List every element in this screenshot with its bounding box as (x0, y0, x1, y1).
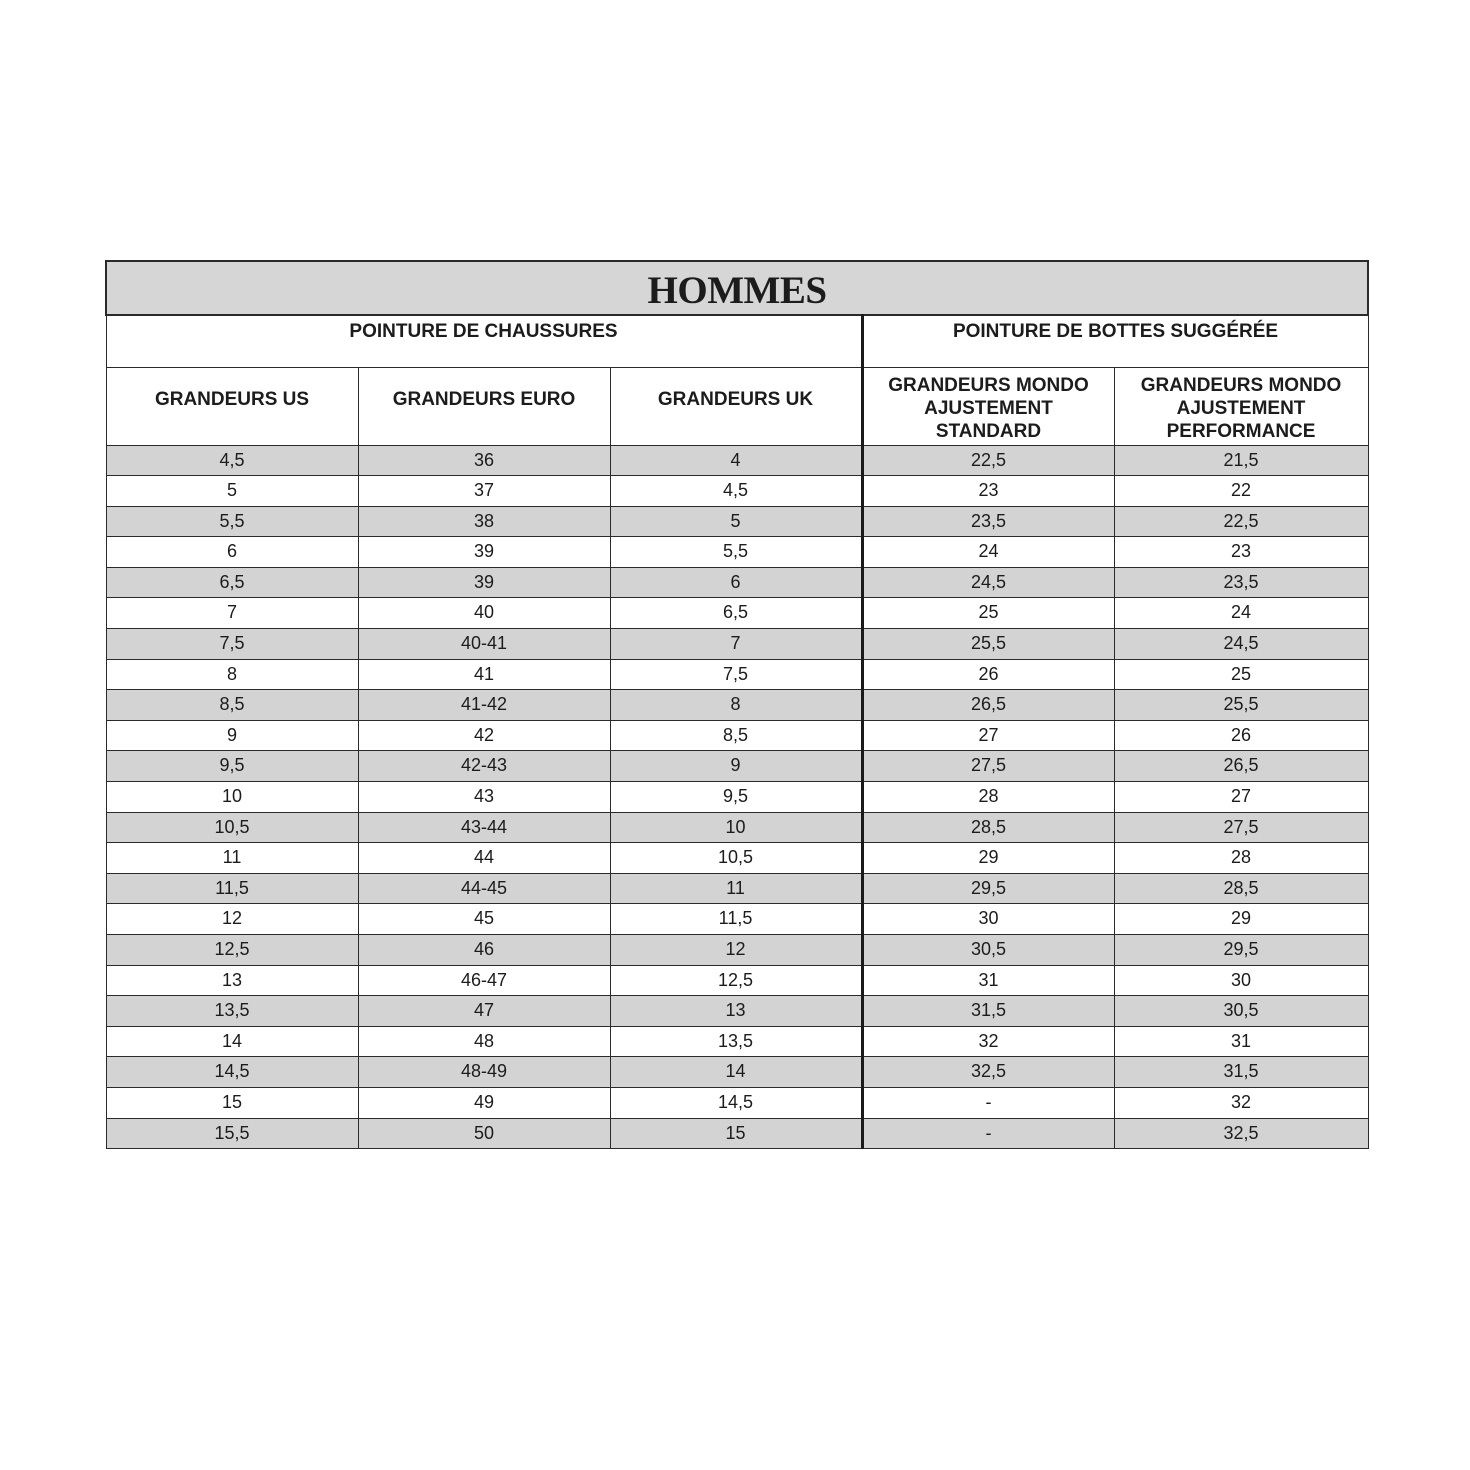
cell-mondo-standard: 28,5 (862, 812, 1114, 843)
size-chart-table (105, 260, 1369, 1149)
cell-mondo-performance: 23 (1114, 537, 1368, 568)
cell-euro: 42-43 (358, 751, 610, 782)
group-header-boots: POINTURE DE BOTTES SUGGÉRÉE (862, 315, 1368, 367)
cell-uk: 10 (610, 812, 862, 843)
table-row (106, 690, 1368, 721)
cell-euro: 36 (358, 445, 610, 476)
table-row (106, 996, 1368, 1027)
cell-us: 13,5 (106, 996, 358, 1027)
cell-mondo-performance: 32,5 (1114, 1118, 1368, 1149)
group-header-shoes: POINTURE DE CHAUSSURES (106, 315, 862, 367)
cell-uk: 13,5 (610, 1026, 862, 1057)
cell-us: 12,5 (106, 935, 358, 966)
cell-uk: 15 (610, 1118, 862, 1149)
cell-mondo-performance: 30 (1114, 965, 1368, 996)
cell-uk: 8,5 (610, 720, 862, 751)
cell-mondo-performance: 28 (1114, 843, 1368, 874)
column-header-line: AJUSTEMENT (1176, 397, 1306, 419)
table-body (106, 445, 1368, 1149)
cell-mondo-standard: 22,5 (862, 445, 1114, 476)
cell-uk: 14,5 (610, 1087, 862, 1118)
cell-euro: 44 (358, 843, 610, 874)
table-row (106, 843, 1368, 874)
cell-mondo-standard: 28 (862, 782, 1114, 813)
cell-us: 14 (106, 1026, 358, 1057)
cell-us: 5 (106, 476, 358, 507)
cell-uk: 7,5 (610, 659, 862, 690)
cell-uk: 12 (610, 935, 862, 966)
cell-euro: 37 (358, 476, 610, 507)
cell-mondo-performance: 27 (1114, 782, 1368, 813)
cell-euro: 44-45 (358, 873, 610, 904)
table-row (106, 904, 1368, 935)
cell-uk: 11 (610, 873, 862, 904)
cell-mondo-standard: 31 (862, 965, 1114, 996)
cell-us: 4,5 (106, 445, 358, 476)
cell-us: 7 (106, 598, 358, 629)
column-header-line: PERFORMANCE (1166, 420, 1316, 442)
cell-uk: 8 (610, 690, 862, 721)
cell-us: 7,5 (106, 629, 358, 660)
table-row (106, 1026, 1368, 1057)
cell-mondo-performance: 22 (1114, 476, 1368, 507)
cell-uk: 5 (610, 506, 862, 537)
column-header-line: GRANDEURS MONDO (888, 374, 1089, 396)
cell-mondo-standard: 24 (862, 537, 1114, 568)
cell-mondo-performance: 24 (1114, 598, 1368, 629)
column-header-us: GRANDEURS US (106, 367, 358, 445)
table-row (106, 720, 1368, 751)
cell-mondo-standard: 32,5 (862, 1057, 1114, 1088)
cell-us: 8,5 (106, 690, 358, 721)
cell-euro: 42 (358, 720, 610, 751)
table-row (106, 476, 1368, 507)
column-header-line: STANDARD (935, 420, 1042, 442)
table-row (106, 873, 1368, 904)
cell-mondo-performance: 31,5 (1114, 1057, 1368, 1088)
cell-uk: 6 (610, 567, 862, 598)
table-row (106, 1087, 1368, 1118)
cell-euro: 46 (358, 935, 610, 966)
cell-euro: 49 (358, 1087, 610, 1118)
table-row (106, 935, 1368, 966)
cell-mondo-performance: 23,5 (1114, 567, 1368, 598)
cell-uk: 4 (610, 445, 862, 476)
cell-mondo-standard: 27,5 (862, 751, 1114, 782)
cell-euro: 39 (358, 567, 610, 598)
cell-mondo-standard: 30,5 (862, 935, 1114, 966)
title-row (106, 261, 1368, 315)
cell-uk: 5,5 (610, 537, 862, 568)
table-row (106, 567, 1368, 598)
cell-mondo-performance: 29 (1114, 904, 1368, 935)
cell-us: 8 (106, 659, 358, 690)
cell-mondo-performance: 22,5 (1114, 506, 1368, 537)
cell-euro: 48-49 (358, 1057, 610, 1088)
cell-us: 6 (106, 537, 358, 568)
cell-mondo-standard: 25 (862, 598, 1114, 629)
cell-mondo-performance: 26 (1114, 720, 1368, 751)
table-row (106, 965, 1368, 996)
cell-mondo-performance: 24,5 (1114, 629, 1368, 660)
cell-euro: 47 (358, 996, 610, 1027)
cell-mondo-standard: - (862, 1118, 1114, 1149)
table-row (106, 782, 1368, 813)
column-header-mondo-performance (1114, 367, 1368, 445)
cell-us: 10,5 (106, 812, 358, 843)
cell-uk: 4,5 (610, 476, 862, 507)
cell-euro: 50 (358, 1118, 610, 1149)
cell-euro: 45 (358, 904, 610, 935)
cell-uk: 6,5 (610, 598, 862, 629)
cell-uk: 14 (610, 1057, 862, 1088)
table-row (106, 812, 1368, 843)
cell-mondo-performance: 21,5 (1114, 445, 1368, 476)
cell-uk: 9 (610, 751, 862, 782)
cell-us: 14,5 (106, 1057, 358, 1088)
cell-mondo-standard: 29 (862, 843, 1114, 874)
cell-mondo-standard: 26 (862, 659, 1114, 690)
column-header-line: GRANDEURS MONDO (1140, 374, 1342, 396)
cell-euro: 38 (358, 506, 610, 537)
cell-mondo-standard: 31,5 (862, 996, 1114, 1027)
cell-euro: 41 (358, 659, 610, 690)
cell-us: 11 (106, 843, 358, 874)
cell-uk: 11,5 (610, 904, 862, 935)
cell-mondo-performance: 32 (1114, 1087, 1368, 1118)
cell-euro: 43-44 (358, 812, 610, 843)
cell-mondo-performance: 25 (1114, 659, 1368, 690)
cell-us: 9,5 (106, 751, 358, 782)
table-row (106, 751, 1368, 782)
cell-us: 9 (106, 720, 358, 751)
cell-mondo-standard: - (862, 1087, 1114, 1118)
column-header-euro: GRANDEURS EURO (358, 367, 610, 445)
cell-mondo-performance: 28,5 (1114, 873, 1368, 904)
table-row (106, 1057, 1368, 1088)
column-header-row (106, 367, 1368, 445)
cell-mondo-performance: 31 (1114, 1026, 1368, 1057)
cell-us: 5,5 (106, 506, 358, 537)
table-title: HOMMES (106, 261, 1368, 315)
cell-uk: 13 (610, 996, 862, 1027)
table-row (106, 629, 1368, 660)
cell-us: 12 (106, 904, 358, 935)
cell-us: 6,5 (106, 567, 358, 598)
cell-mondo-performance: 26,5 (1114, 751, 1368, 782)
group-header-row (106, 315, 1368, 367)
cell-us: 13 (106, 965, 358, 996)
cell-uk: 10,5 (610, 843, 862, 874)
cell-mondo-performance: 25,5 (1114, 690, 1368, 721)
cell-us: 15,5 (106, 1118, 358, 1149)
table-row (106, 1118, 1368, 1149)
cell-euro: 40-41 (358, 629, 610, 660)
table-row (106, 445, 1368, 476)
column-header-mondo-standard (862, 367, 1114, 445)
cell-mondo-standard: 26,5 (862, 690, 1114, 721)
column-header-uk: GRANDEURS UK (610, 367, 862, 445)
cell-mondo-standard: 23 (862, 476, 1114, 507)
column-header-line: AJUSTEMENT (924, 397, 1053, 419)
cell-mondo-standard: 29,5 (862, 873, 1114, 904)
cell-euro: 40 (358, 598, 610, 629)
cell-euro: 43 (358, 782, 610, 813)
cell-euro: 39 (358, 537, 610, 568)
table-row (106, 659, 1368, 690)
cell-uk: 12,5 (610, 965, 862, 996)
cell-mondo-standard: 32 (862, 1026, 1114, 1057)
cell-mondo-standard: 30 (862, 904, 1114, 935)
table-row (106, 537, 1368, 568)
cell-euro: 46-47 (358, 965, 610, 996)
cell-uk: 9,5 (610, 782, 862, 813)
cell-mondo-standard: 23,5 (862, 506, 1114, 537)
table-row (106, 506, 1368, 537)
cell-us: 11,5 (106, 873, 358, 904)
cell-uk: 7 (610, 629, 862, 660)
cell-euro: 41-42 (358, 690, 610, 721)
cell-us: 10 (106, 782, 358, 813)
cell-mondo-performance: 27,5 (1114, 812, 1368, 843)
cell-mondo-standard: 25,5 (862, 629, 1114, 660)
cell-us: 15 (106, 1087, 358, 1118)
cell-mondo-performance: 29,5 (1114, 935, 1368, 966)
cell-euro: 48 (358, 1026, 610, 1057)
cell-mondo-standard: 24,5 (862, 567, 1114, 598)
cell-mondo-standard: 27 (862, 720, 1114, 751)
cell-mondo-performance: 30,5 (1114, 996, 1368, 1027)
table-row (106, 598, 1368, 629)
